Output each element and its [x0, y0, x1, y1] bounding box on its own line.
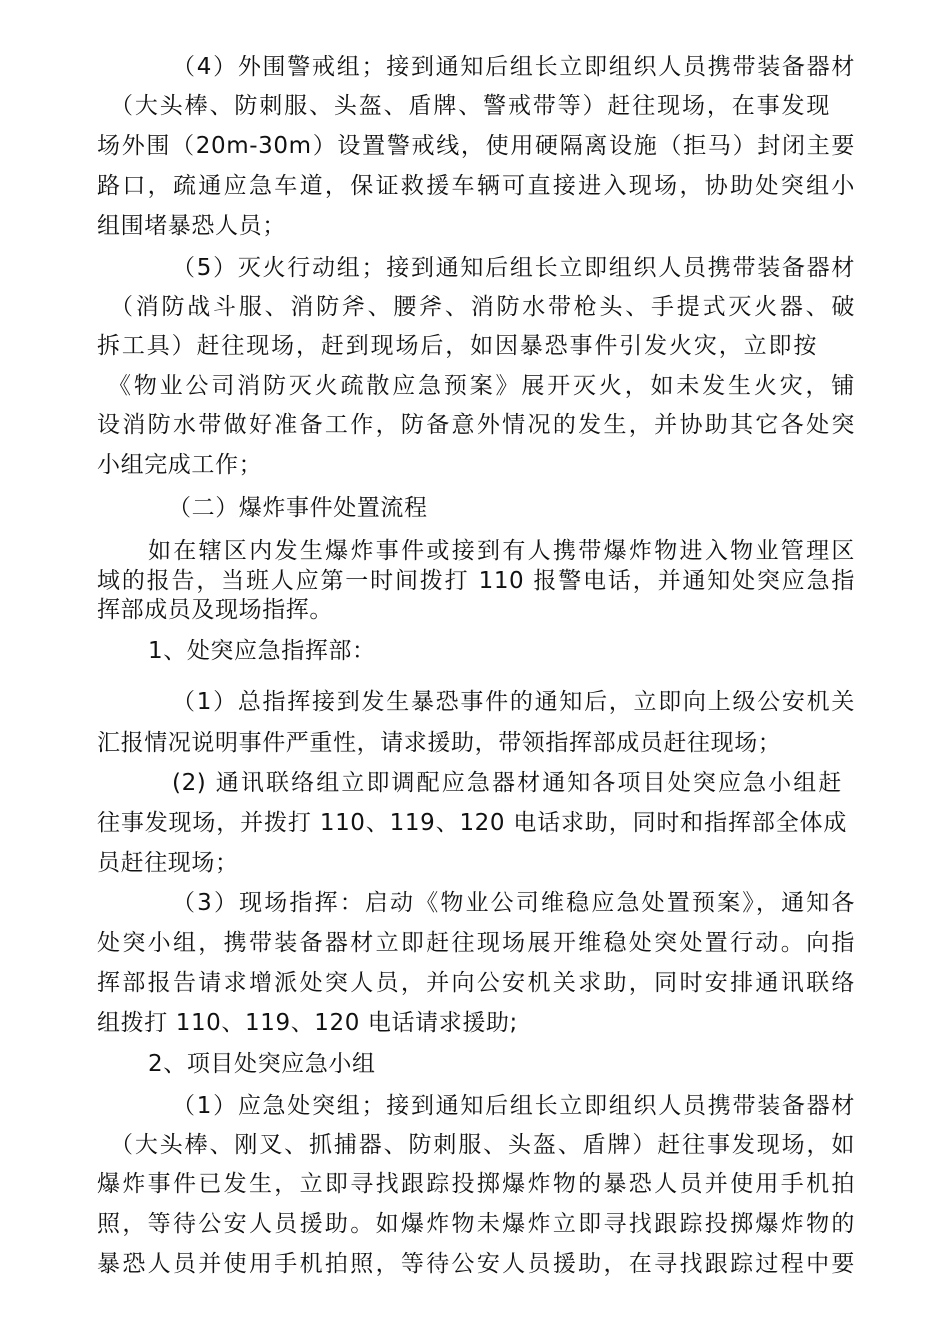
text-line: 场外围（20m-30m）设置警戒线，使用硬隔离设施（拒马）封闭主要 — [97, 133, 855, 159]
subsection-heading: 1、处突应急指挥部： — [148, 638, 376, 664]
text-line: （1）总指挥接到发生暴恐事件的通知后，立即向上级公安机关 — [172, 689, 855, 715]
text-line: 爆炸事件已发生，立即寻找跟踪投掷爆炸物的暴恐人员并使用手机拍 — [97, 1171, 855, 1197]
text-line: (2) 通讯联络组立即调配应急器材通知各项目处突应急小组赶 — [172, 770, 842, 796]
text-line: 挥部成员及现场指挥。 — [97, 597, 333, 623]
subsection-heading: 2、项目处突应急小组 — [148, 1051, 376, 1077]
text-line: 照，等待公安人员援助。如爆炸物未爆炸立即寻找跟踪投掷爆炸物的 — [97, 1211, 855, 1237]
text-line: 往事发现场，并拨打 110、119、120 电话求助，同时和指挥部全体成 — [97, 810, 847, 836]
text-line: 暴恐人员并使用手机拍照，等待公安人员援助，在寻找跟踪过程中要 — [97, 1251, 855, 1277]
text-line: 员赶往现场； — [97, 850, 239, 876]
text-line: 汇报情况说明事件严重性，请求援助，带领指挥部成员赶往现场； — [97, 730, 782, 756]
text-line: 处突小组，携带装备器材立即赶往现场展开维稳处突处置行动。向指 — [97, 930, 855, 956]
text-line: 路口，疏通应急车道，保证救援车辆可直接进入现场，协助处突组小 — [97, 173, 855, 199]
text-line: （4）外围警戒组；接到通知后组长立即组织人员携带装备器材 — [172, 54, 855, 80]
text-line: 域的报告，当班人应第一时间拨打 110 报警电话，并通知处突应急指 — [97, 568, 855, 594]
text-line: （3）现场指挥：启动《物业公司维稳应急处置预案》，通知各 — [172, 890, 855, 916]
text-line: 拆工具）赶往现场，赶到现场后，如因暴恐事件引发火灾，立即按 — [97, 333, 817, 359]
text-line: （1）应急处突组；接到通知后组长立即组织人员携带装备器材 — [172, 1093, 855, 1119]
text-line: 设消防水带做好准备工作，防备意外情况的发生，并协助其它各处突 — [97, 412, 855, 438]
text-line: （5）灭火行动组；接到通知后组长立即组织人员携带装备器材 — [172, 255, 855, 281]
text-line: （大头棒、防刺服、头盔、盾牌、警戒带等）赶往现场，在事发现 — [110, 93, 830, 119]
section-heading: （二）爆炸事件处置流程 — [168, 495, 428, 521]
text-line: （消防战斗服、消防斧、腰斧、消防水带枪头、手提式灭火器、破 — [110, 294, 855, 320]
text-line: 组围堵暴恐人员； — [97, 213, 286, 239]
text-line: 组拨打 110、119、120 电话请求援助; — [97, 1010, 518, 1036]
text-line: 小组完成工作； — [97, 452, 263, 478]
text-line: 挥部报告请求增派处突人员，并向公安机关求助，同时安排通讯联络 — [97, 970, 855, 996]
text-line: （大头棒、刚叉、抓捕器、防刺服、头盔、盾牌）赶往事发现场，如 — [110, 1132, 855, 1158]
text-line: 《物业公司消防灭火疏散应急预案》展开灭火，如未发生火灾，铺 — [108, 373, 855, 399]
text-line: 如在辖区内发生爆炸事件或接到有人携带爆炸物进入物业管理区 — [148, 538, 855, 564]
